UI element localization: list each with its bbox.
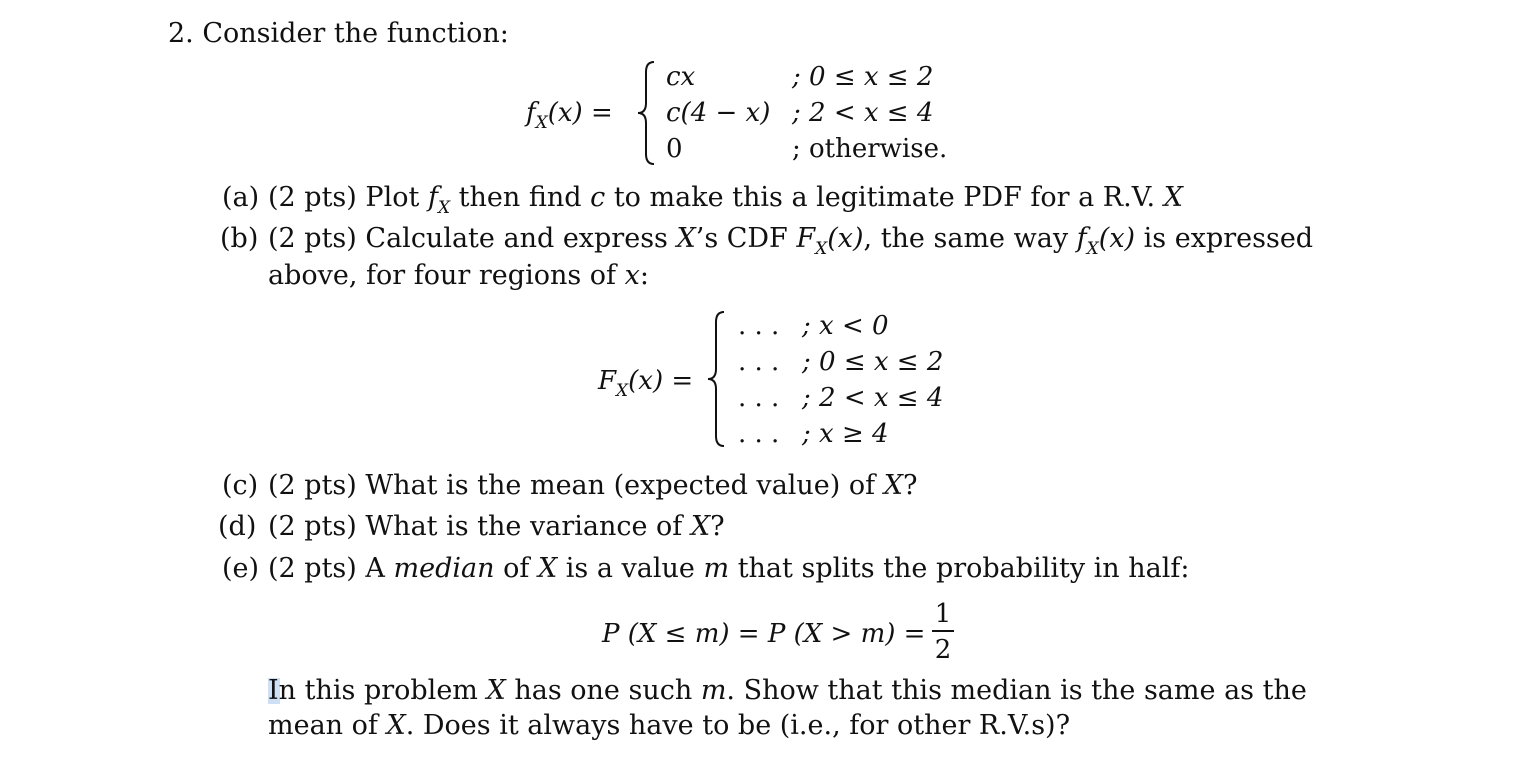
cdf-case-1-expr: . . .: [738, 311, 780, 341]
fraction-denominator: 2: [934, 635, 952, 665]
part-e-paragraph-line2: mean of X. Does it always have to be (i.e., for other R.V.s)?: [268, 710, 1071, 741]
cdf-case-2-expr: . . .: [738, 347, 780, 377]
part-b-text-line1: (2 pts) Calculate and express X’s CDF $F_X(x)$, the same way $f_X(x)$ is expressed: [268, 223, 1314, 259]
problem-number: 2.: [168, 18, 194, 49]
part-b-text-line2: above, for four regions of x:: [268, 260, 649, 291]
part-a-text: (2 pts) Plot $f_X$ then find c to make this a legitimate PDF for a R.V. X: [268, 182, 1183, 218]
part-d-text: (2 pts) What is the variance of X?: [268, 511, 725, 542]
cdf-brace: [706, 310, 730, 448]
problem-intro: Consider the function:: [202, 18, 509, 49]
fraction-numerator: 1: [934, 599, 952, 629]
cdf-case-3-expr: . . .: [738, 383, 780, 413]
part-e-text: (2 pts) A median of X is a value m that splits the probability in half:: [268, 553, 1190, 584]
cdf-case-2-cond: ; 0 ≤ x ≤ 2: [802, 347, 944, 377]
part-a-label: (a): [222, 182, 260, 213]
pdf-case-3-expr: 0: [666, 134, 683, 164]
cdf-case-3-cond: ; 2 < x ≤ 4: [802, 383, 944, 413]
pdf-lhs: $f_X(x)$ =: [526, 98, 613, 133]
pdf-brace: [636, 60, 660, 166]
pdf-case-1-expr: cx: [666, 62, 696, 92]
pdf-case-3-cond: ; otherwise.: [792, 134, 948, 164]
cdf-lhs: $F_X(x)$ =: [598, 366, 694, 401]
part-d-label: (d): [218, 511, 257, 542]
fraction-bar: [932, 630, 954, 632]
part-c-label: (c): [222, 470, 259, 501]
problem-heading: [168, 18, 509, 50]
cdf-case-4-expr: . . .: [738, 419, 780, 449]
cdf-case-4-cond: ; x ≥ 4: [802, 419, 889, 449]
part-e-paragraph-line1: In this problem X has one such m. Show that this median is the same as the: [268, 675, 1307, 706]
part-e-label: (e): [222, 553, 260, 584]
pdf-case-2-expr: c(4 − x): [666, 98, 771, 128]
cdf-case-1-cond: ; x < 0: [802, 311, 889, 341]
part-b-label: (b): [220, 223, 259, 254]
median-equation: P (X ≤ m) = P (X > m) =: [602, 619, 926, 649]
pdf-case-1-cond: ; 0 ≤ x ≤ 2: [792, 62, 934, 92]
part-c-text: (2 pts) What is the mean (expected value) of X?: [268, 470, 918, 501]
pdf-case-2-cond: ; 2 < x ≤ 4: [792, 98, 934, 128]
